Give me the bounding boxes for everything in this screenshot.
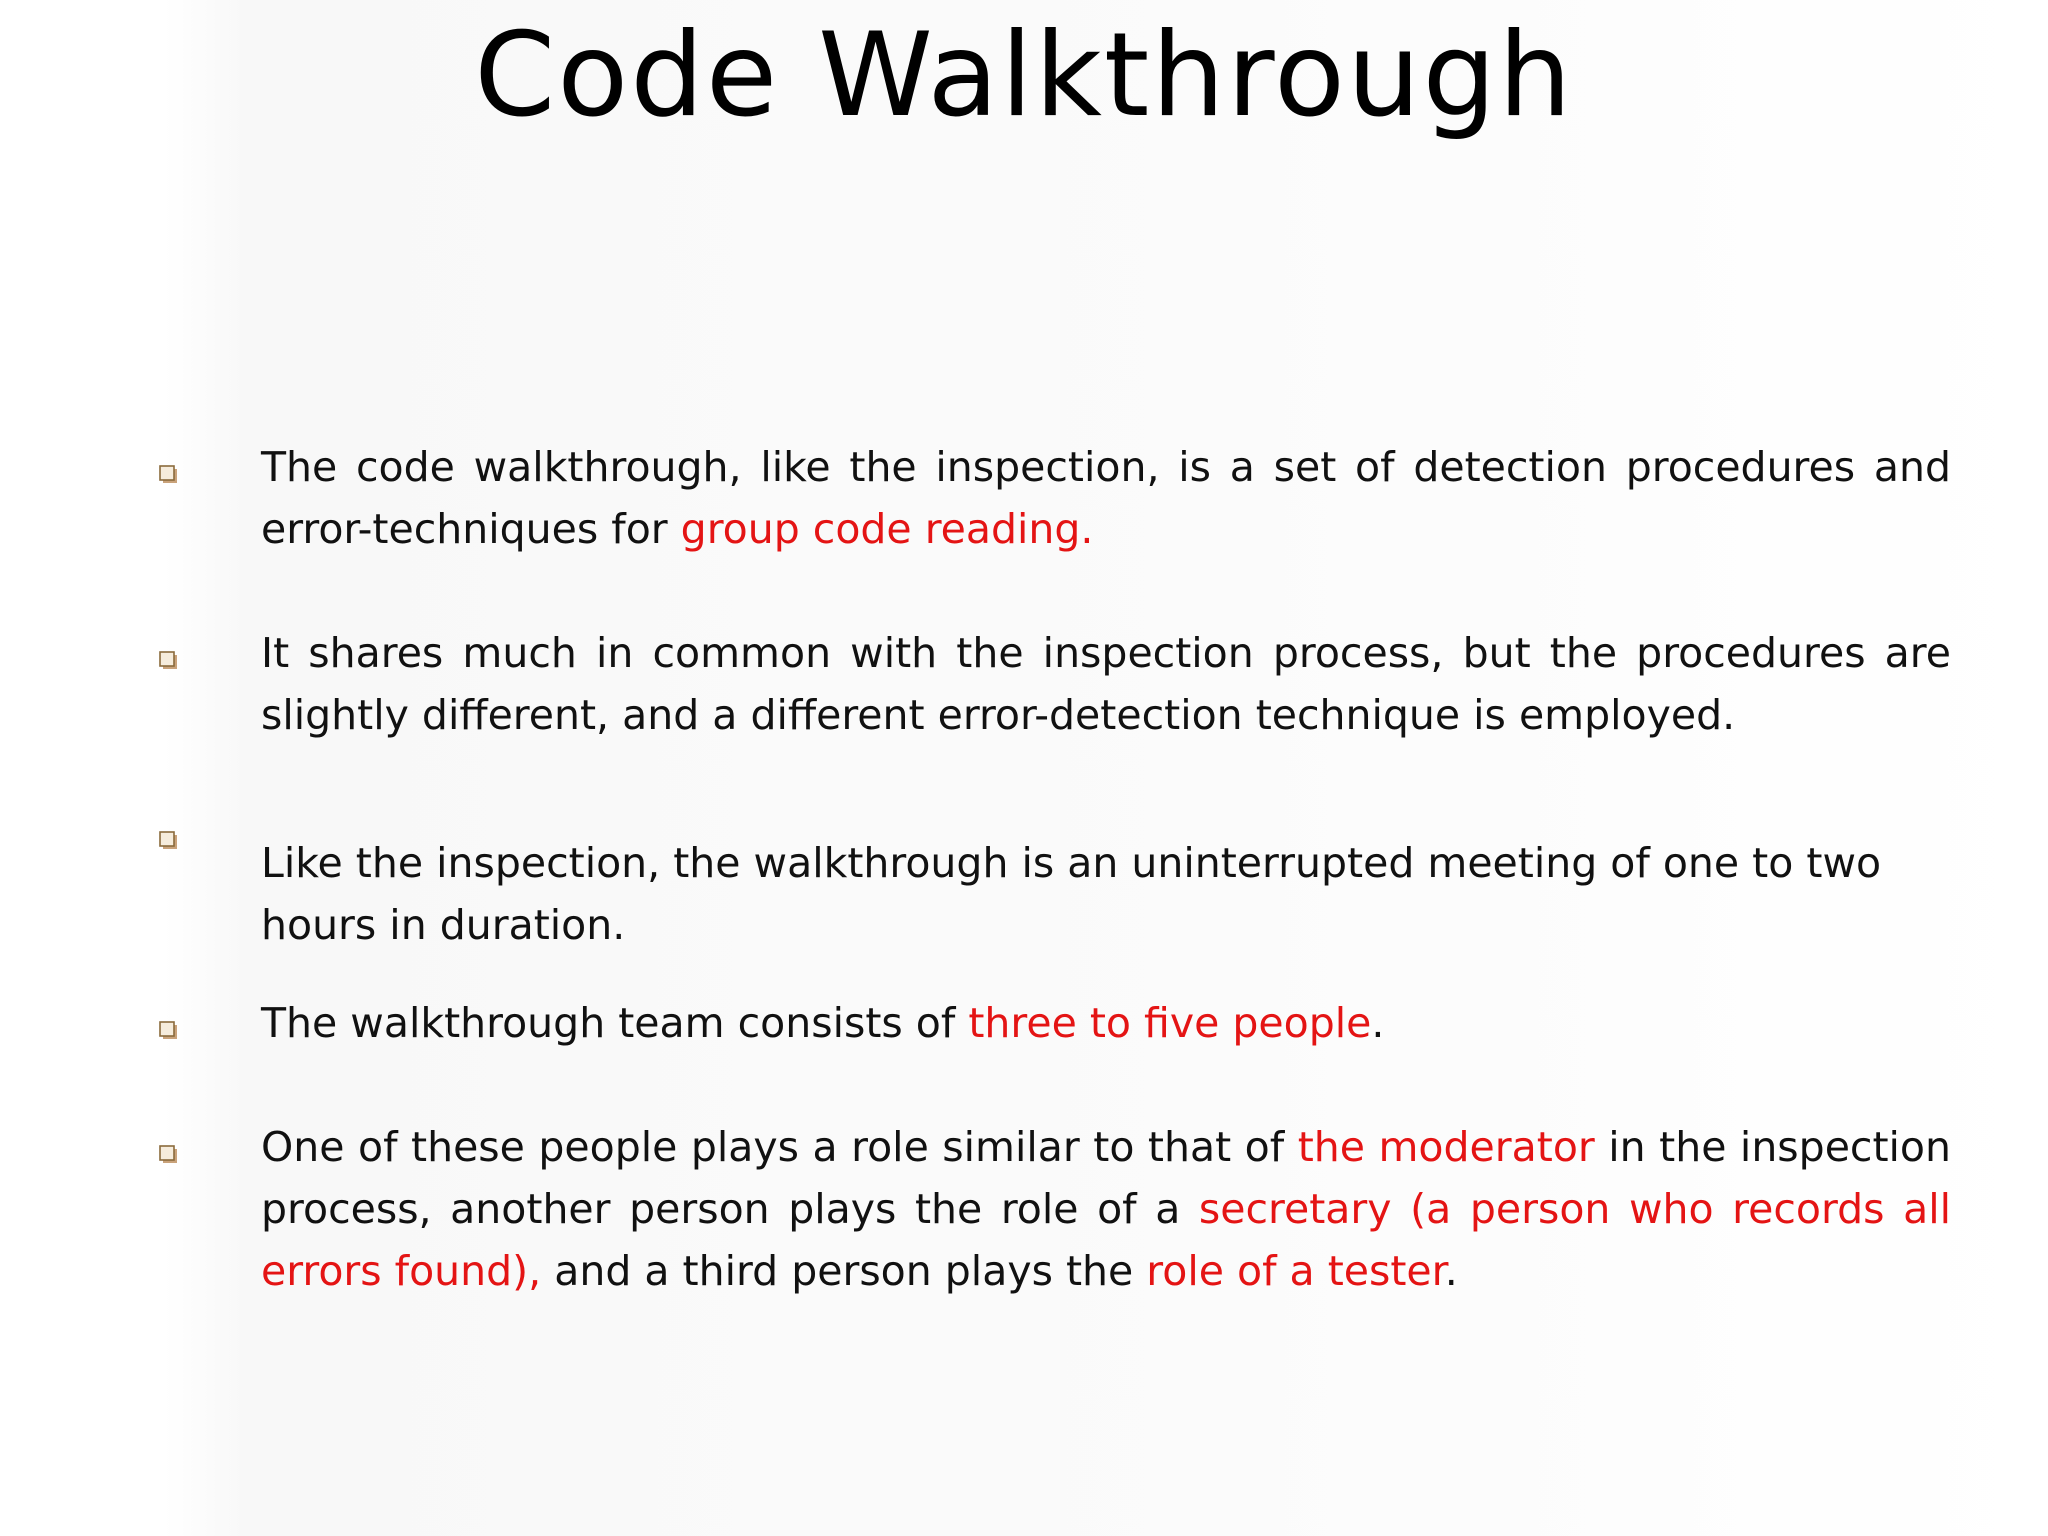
emphasized-text: three to five people — [968, 999, 1372, 1047]
square-bullet-icon — [158, 1020, 180, 1042]
body-text: . — [1444, 1247, 1458, 1295]
bullet-text — [261, 832, 1951, 956]
body-text: The code walkthrough, like the inspection, is a set of detection procedures and error-techniques for — [261, 443, 1951, 553]
body-text: The walkthrough team consists of — [261, 999, 969, 1047]
bullet-text — [261, 992, 1951, 1054]
square-bullet-icon — [158, 830, 180, 852]
body-text: and a third person plays the — [541, 1247, 1147, 1295]
emphasized-text: role of a tester — [1146, 1247, 1445, 1295]
square-bullet-icon — [158, 650, 180, 672]
body-text: in the inspection process, another person plays the role of a — [261, 1123, 1951, 1233]
body-text: One of these people plays a role similar to that of — [261, 1123, 1298, 1171]
body-text: It shares much in common with the inspection process, but the procedures are slightly different, and a different error-detection technique is employed. — [261, 629, 1951, 739]
bullet-text — [261, 436, 1951, 560]
square-bullet-icon — [158, 464, 180, 486]
emphasized-text: the moderator — [1297, 1123, 1595, 1171]
bullet-text — [261, 1116, 1951, 1302]
body-text: Like the inspection, the walkthrough is an uninterrupted meeting of one to two hours in duration. — [261, 839, 1882, 949]
slide-title: Code Walkthrough — [474, 8, 1574, 143]
square-bullet-icon — [158, 1144, 180, 1166]
emphasized-text: secretary (a person who records all errors found), — [261, 1185, 1951, 1295]
emphasized-text: group code reading. — [680, 505, 1094, 553]
body-text: . — [1371, 999, 1385, 1047]
bullet-text — [261, 622, 1951, 746]
